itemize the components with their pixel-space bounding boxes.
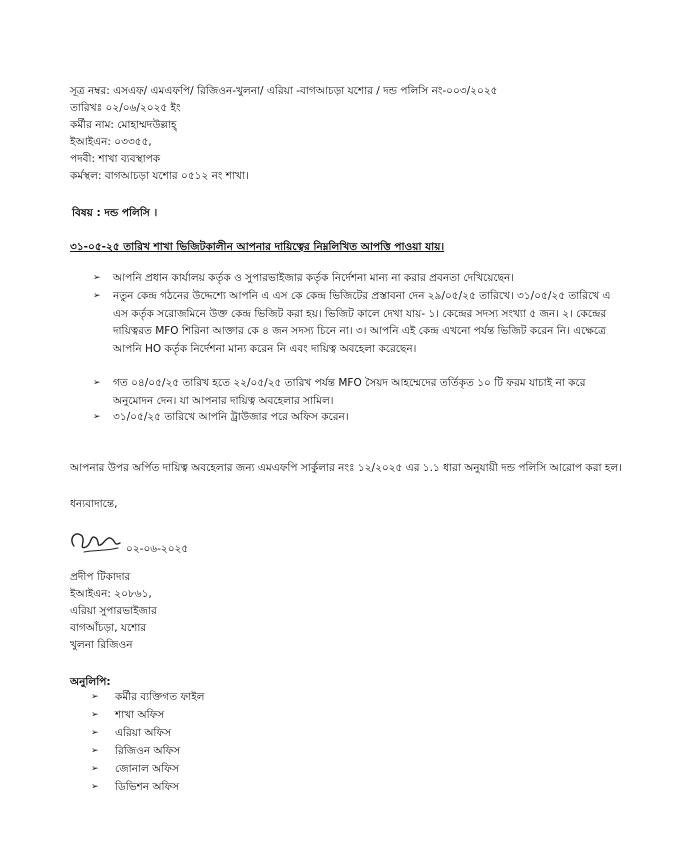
signatory-region: খুলনা রিজিওন xyxy=(70,639,133,651)
thanks-line: ধন্যবাদান্তে, xyxy=(70,498,118,510)
objection-heading: ৩১-০৫-২৫ তারিখ শাখা ভিজিটকালীন আপনার দায়িত্বের নিম্নলিখিত আপত্তি পাওয়া যায়। xyxy=(70,241,445,253)
signature-date: ০২-০৬-২০২৫ xyxy=(126,543,189,555)
employee-ein: ইআইএন: ০৩৩৫৫, xyxy=(70,136,152,148)
closing-paragraph: আপনার উপর অর্পিত দায়িত্ব অবহেলার জন্য এমএফপি সার্কুলার নংঃ ১২/২০২৫ এর ১.১ ধারা অনুযায়ী দন্ড পলিসি আরোপ করা হল। xyxy=(70,462,622,474)
objection-item-1: আপনি প্রধান কার্যালয় কর্তৃক ও সুপারভাইজার কর্তৃক নির্দেশনা মান্য না করার প্রবনতা দেখিয়েছেন। xyxy=(113,272,515,284)
bullet-arrow-icon: ➢ xyxy=(93,378,101,388)
bullet-arrow-icon: ➢ xyxy=(91,692,99,702)
bullet-arrow-icon: ➢ xyxy=(91,728,99,738)
employee-name: কর্মীর নাম: মোহাম্মদউল্লাহ্‌ xyxy=(70,119,177,131)
objection-item-4: ৩১/০৫/২৫ তারিখে আপনি ট্রাউজার পরে অফিস করেন। xyxy=(113,411,349,423)
reference-number: সূত্র নম্বর: এসএফ/ এমএফপি/ রিজিওন-খুলনা/ এরিয়া -বাগআচড়া যশোর / দন্ড পলিসি নং-০০৩/২০২৫ xyxy=(70,85,498,97)
cc-item: ডিভিশন অফিস xyxy=(115,781,180,793)
cc-item: এরিয়া অফিস xyxy=(115,727,172,739)
bullet-arrow-icon: ➢ xyxy=(93,273,101,283)
bullet-arrow-icon: ➢ xyxy=(91,746,99,756)
signatory-name: প্রদীপ টিকাদার xyxy=(70,571,131,583)
objection-item-3: গত ০৪/০৫/২৫ তারিখ হতে ২২/০৫/২৫ তারিখ পর্যন্ত MFO সৈয়দ আহম্মেদের তর্তিকৃত ১০ টি ফরম যাচাই না করে অনুমোদন দেন। যা আপনার দায়িত্ব অবহেলার সামিল। xyxy=(113,377,586,407)
employee-designation: পদবী: শাখা ব্যবস্থাপক xyxy=(70,153,161,165)
signatory-designation: এরিয়া সুপারভাইজার xyxy=(70,605,157,617)
letter-date: তারিখঃ ০২/০৬/২০২৫ ইং xyxy=(70,102,181,114)
cc-item: জোনাল অফিস xyxy=(115,763,179,775)
bullet-arrow-icon: ➢ xyxy=(91,782,99,792)
objection-item-2: নতুন কেন্দ্র গঠনের উদ্দেশ্যে আপনি এ এস কে কেন্দ্র ভিজিটের প্রস্তাবনা দেন ২৯/০৫/২৫ তারিখে। ৩১/০৫/২৫ তারিখে এ এস কর্তৃক সরোজমিনে উক্ত কেন্দ্র ভিজিট করা হয়। ভিজিট কালে দেখা যায়- ১। কেন্দ্রের সদস্য সংখ্যা ৫ জন। ২। কেন্দ্রের দায়িত্বরত MFO শিরিনা আক্তার কে ৪ জন সদস্য চিনে না। ৩। আপনি এই কেন্দ্র এখনো পর্যন্ত ভিজিট করেন নি। এক্ষেত্রে আপনি HO কর্তৃক নির্দেশনা মান্য করেন নি এবং দায়িত্ব অবহেলা করেছেন। xyxy=(113,290,611,355)
signatory-ein: ইআইএন: ২০৮৬১, xyxy=(70,588,152,600)
signatory-location: বাগআঁচড়া, যশোর xyxy=(70,622,147,634)
bullet-arrow-icon: ➢ xyxy=(91,764,99,774)
cc-item: কর্মীর ব্যক্তিগত ফাইল xyxy=(115,691,205,703)
cc-item: শাখা অফিস xyxy=(115,709,165,721)
subject-line: বিষয় : দন্ড পলিসি । xyxy=(72,207,158,219)
bullet-arrow-icon: ➢ xyxy=(93,412,101,422)
bullet-arrow-icon: ➢ xyxy=(93,291,101,301)
employee-workplace: কর্মস্থল: বাগআচড়া যশোর ০৫১২ নং শাখা। xyxy=(70,170,249,182)
cc-item: রিজিওন অফিস xyxy=(115,745,181,757)
cc-title: অনুলিপি: xyxy=(70,676,111,688)
bullet-arrow-icon: ➢ xyxy=(91,710,99,720)
